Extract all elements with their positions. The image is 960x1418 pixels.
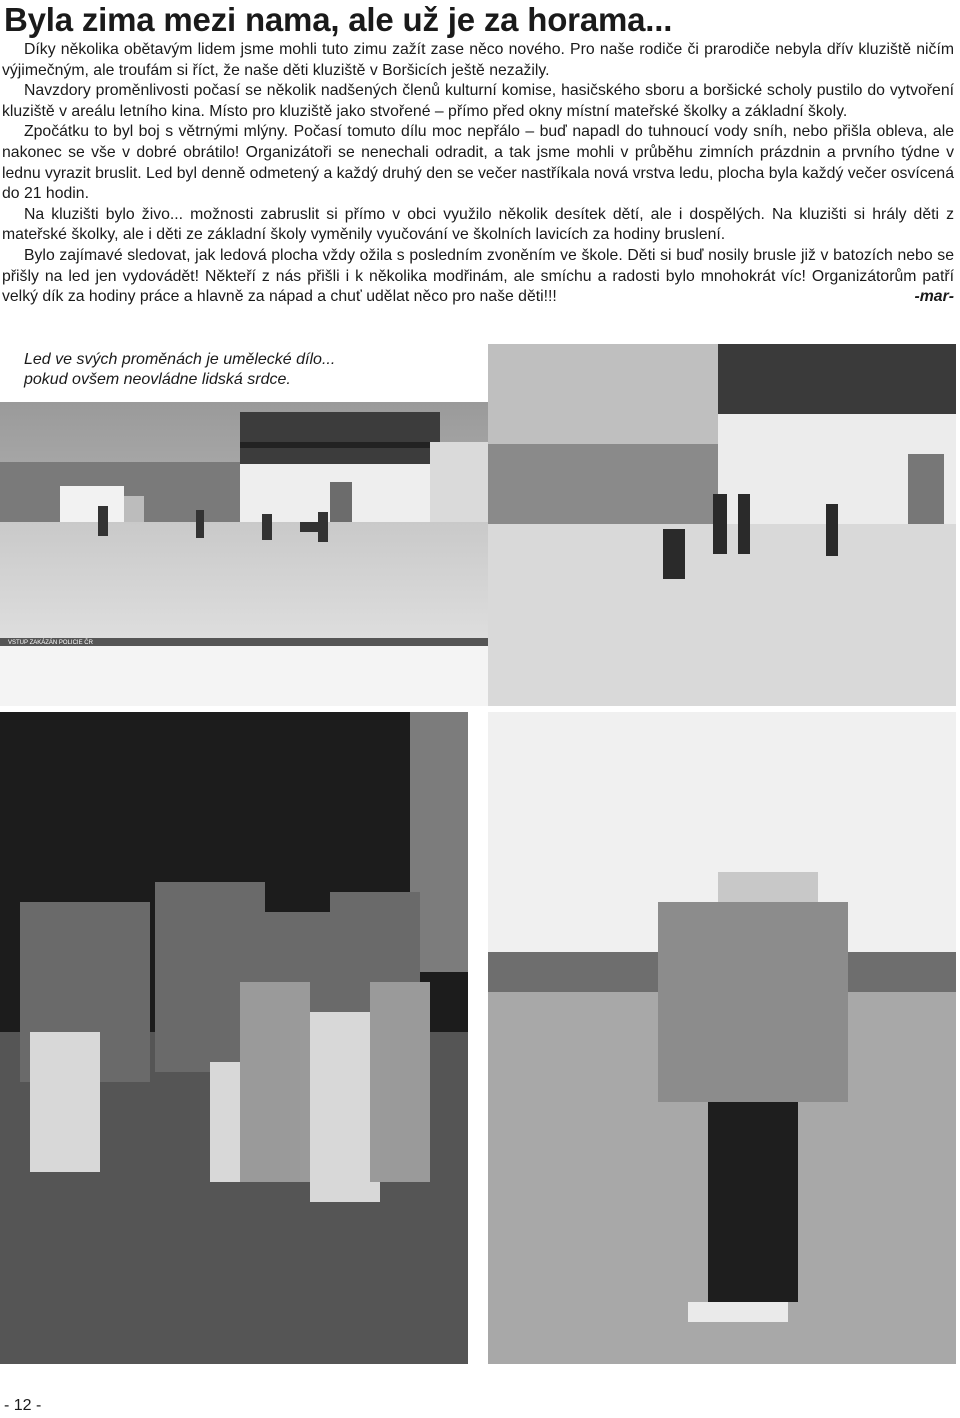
photo-caption [24, 350, 404, 390]
police-tape-text: VSTUP ZAKÁZÁN POLICIE ČR [8, 640, 93, 646]
author-signature: -mar- [914, 288, 954, 306]
photo-child-skating-image [488, 712, 956, 1364]
photo-skaters [488, 344, 956, 706]
photo-skaters-image [488, 344, 956, 706]
paragraph-1: Díky několika obětavým lidem jsme mohli tuto zimu zažít zase něco nového. Pro naše rodiče či prarodiče nebyla dřív kluziště ničím výjimečným, ale troufám si říct, že naše děti kluziště v Boršicích ještě nezažily. [2, 41, 954, 79]
paragraph-3: Zpočátku to byl boj s větrnými mlýny. Počasí tomuto dílu moc nepřálo – buď napadl do tuhnoucí vody sníh, nebo přišla obleva, ale nakonec se vše v dobré obrátilo! Organizátoři se nenechali odradit, a tak jsme mohli v průběhu zimních prázdnin a prvního týdne v lednu vyrazit bruslit. Led byl denně odmetený a každý druhý den se večer nastříkala nová vrstva ledu, plocha byla každý večer osvícená do 21 hodin. [2, 123, 954, 203]
photo-ice-rink-wide-image [0, 402, 488, 706]
photo-ice-rink-wide [0, 402, 488, 706]
caption-line-2: pokud ovšem neovládne lidská srdce. [24, 371, 291, 388]
paragraph-5-text: Bylo zajímavé sledovat, jak ledová plocha vždy ožila s posledním zvoněním ve škole. Děti si buď nosily brusle již v batozích nebo se přišly na led jen vydovádět! Někteří z nás přišli i k několika modřinám, ale smíchu a radosti bylo mnohokrát víc! Organizátorům patří velký dík za hodiny práce a hlavně za nápad a chuť udělat něco pro naše děti!!! [2, 246, 954, 306]
photo-child-skating [488, 712, 956, 1364]
photo-family-night [0, 712, 468, 1364]
page-number: - 12 - [4, 1397, 42, 1414]
photo-family-night-image [0, 712, 468, 1364]
paragraph-4: Na kluzišti bylo živo... možnosti zabruslit si přímo v obci využilo několik desítek dětí, ale i dospělých. Na kluzišti si hrály děti z mateřské školky, ale i děti ze základní školy vyměnily vyučování ve školních lavicích za hodiny bruslení. [2, 205, 954, 244]
paragraph-5 [2, 246, 954, 308]
caption-line-1: Led ve svých proměnách je umělecké dílo... [24, 351, 336, 368]
paragraph-2: Navzdory proměnlivosti počasí se několik nadšených členů kulturní komise, hasičského sboru a boršické scholy pustilo do vytvoření kluziště v areálu letního kina. Místo pro kluziště jako stvořené – přímo před okny místní mateřské školky a základní školy. [2, 82, 954, 120]
article-body [2, 40, 954, 308]
article-title: Byla zima mezi nama, ale už je za horama... [4, 1, 673, 38]
